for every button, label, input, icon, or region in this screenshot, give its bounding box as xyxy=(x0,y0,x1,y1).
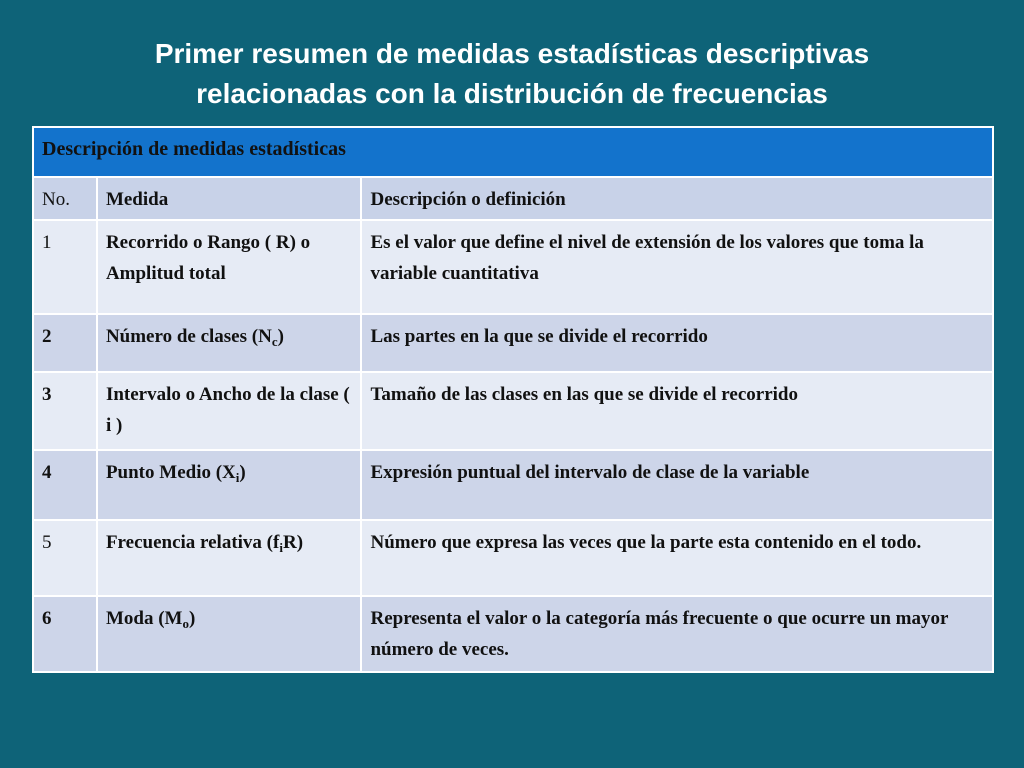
medida-tail: R) xyxy=(282,532,304,553)
row-medida xyxy=(97,372,362,450)
row-medida xyxy=(97,450,362,520)
measures-table xyxy=(32,126,994,673)
row-medida xyxy=(97,520,362,596)
table-row xyxy=(33,314,993,372)
row-medida xyxy=(97,314,362,372)
row-descripcion: Las partes en la que se divide el recorrido xyxy=(361,314,993,372)
medida-tail: ) xyxy=(239,462,246,483)
row-number: 4 xyxy=(33,450,97,520)
row-medida xyxy=(97,596,362,672)
table-row xyxy=(33,372,993,450)
medida-text: Intervalo o Ancho de la clase ( i ) xyxy=(105,384,350,436)
row-number: 1 xyxy=(33,220,97,314)
medida-tail: ) xyxy=(188,608,196,629)
table-row xyxy=(33,220,993,314)
row-number: 5 xyxy=(33,520,97,596)
table-header-row xyxy=(33,177,993,220)
row-descripcion: Expresión puntual del intervalo de clase de la variable xyxy=(361,450,993,520)
row-number: 2 xyxy=(33,314,97,372)
row-descripcion: Tamaño de las clases en las que se divide el recorrido xyxy=(361,372,993,450)
title-line-2: relacionadas con la distribución de frecuencias xyxy=(196,78,828,109)
table-row xyxy=(33,520,993,596)
row-descripcion: Es el valor que define el nivel de extensión de los valores que toma la variable cuantitativa xyxy=(361,220,993,314)
row-number: 6 xyxy=(33,596,97,672)
row-medida xyxy=(97,220,362,314)
row-descripcion: Número que expresa las veces que la parte esta contenido en el todo. xyxy=(361,520,993,596)
table-caption-row xyxy=(33,127,993,177)
header-medida: Medida xyxy=(97,177,362,220)
table-row xyxy=(33,450,993,520)
medida-text: Punto Medio (X xyxy=(105,462,236,483)
table-row xyxy=(33,596,993,672)
medida-subscript: o xyxy=(182,616,189,631)
medida-text: Moda (M xyxy=(105,608,183,629)
medida-text: Recorrido o Rango ( R) o Amplitud total xyxy=(105,232,311,284)
medida-subscript: c xyxy=(271,334,278,349)
medida-subscript: i xyxy=(235,470,240,485)
medida-text: Frecuencia relativa (f xyxy=(105,532,280,553)
header-descripcion: Descripción o definición xyxy=(361,177,993,220)
title-line-1: Primer resumen de medidas estadísticas descriptivas xyxy=(154,38,870,69)
medida-tail: ) xyxy=(277,326,284,347)
row-number: 3 xyxy=(33,372,97,450)
header-no: No. xyxy=(33,177,97,220)
medida-text: Número de clases (N xyxy=(105,326,272,347)
table-caption: Descripción de medidas estadísticas xyxy=(33,127,993,177)
slide-title xyxy=(40,34,984,114)
row-descripcion: Representa el valor o la categoría más frecuente o que ocurre un mayor número de veces. xyxy=(361,596,993,672)
medida-subscript: i xyxy=(279,540,283,555)
